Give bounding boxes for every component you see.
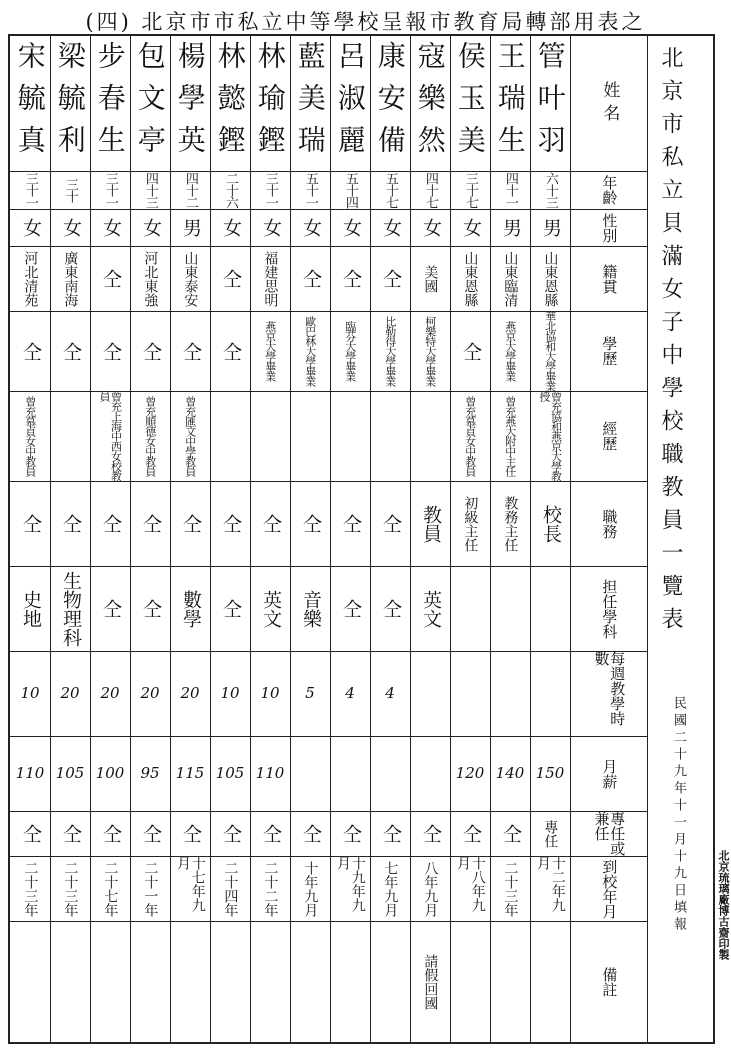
staff-sex-cell: 男 [499, 218, 522, 237]
staff-experience-cell [370, 391, 410, 481]
staff-remarks-cell [530, 921, 570, 1042]
header-education: 學歷 [600, 336, 619, 366]
staff-fulltime-cell: 專任 [542, 819, 559, 848]
staff-salary-cell: 115 [175, 763, 205, 782]
staff-name-cell: 藍美瑞 [293, 40, 327, 167]
staff-salary-cell: 100 [95, 763, 125, 782]
staff-salary-cell: 120 [455, 763, 485, 782]
staff-experience-cell [210, 391, 250, 481]
staff-subject-cell: 仝 [219, 599, 242, 618]
staff-experience-cell: 曾充協和燕京大學教授 [538, 391, 563, 481]
staff-native-cell: 福建思明 [262, 250, 279, 307]
staff-experience-cell [50, 391, 90, 481]
staff-salary-cell [330, 736, 370, 811]
staff-arrival-cell: 二十三年 [22, 860, 39, 917]
staff-native-cell: 廣東南海 [62, 250, 79, 307]
printer-imprint: 北京琉璃廠博古齋印製 [717, 850, 730, 960]
staff-fulltime-cell: 仝 [219, 824, 242, 843]
staff-duty-cell: 仝 [179, 514, 202, 533]
staff-hours-cell [530, 651, 570, 736]
staff-experience-cell [410, 391, 450, 481]
staff-hours-cell: 10 [20, 683, 40, 702]
staff-remarks-cell [450, 921, 490, 1042]
staff-name-cell: 康安備 [373, 40, 407, 167]
staff-arrival-cell: 二十三年 [502, 860, 519, 917]
staff-salary-cell: 105 [55, 763, 85, 782]
staff-name-cell: 寇樂然 [413, 40, 447, 167]
staff-arrival-cell: 八年九月 [422, 860, 439, 917]
staff-subject-cell: 英文 [259, 589, 282, 628]
staff-hours-cell: 20 [100, 683, 120, 702]
staff-experience-cell: 曾充慕貞女中教員 [23, 396, 37, 476]
staff-age-cell: 三十一 [262, 172, 278, 208]
staff-name-cell: 梁毓利 [53, 40, 87, 167]
staff-name-cell: 林瑜鏗 [253, 40, 287, 167]
staff-age-cell: 四十七 [422, 172, 438, 208]
staff-experience-cell: 曾充上海中西女校教員 [98, 391, 123, 481]
staff-hours-cell: 20 [60, 683, 80, 702]
staff-age-cell: 五十七 [382, 172, 398, 208]
staff-salary-cell: 150 [535, 763, 565, 782]
staff-hours-cell: 20 [140, 683, 160, 702]
staff-duty-cell: 仝 [299, 514, 322, 533]
staff-education-cell: 臨芬大學畢業 [343, 321, 357, 381]
staff-age-cell: 五十一 [302, 172, 318, 208]
staff-subject-cell: 仝 [99, 599, 122, 618]
header-arrival: 到校年月 [600, 858, 619, 919]
staff-fulltime-cell: 仝 [459, 824, 482, 843]
staff-sex-cell: 女 [459, 218, 482, 237]
staff-arrival-cell: 二十七年 [102, 860, 119, 917]
staff-age-cell: 三十 [62, 178, 78, 202]
staff-native-cell: 仝 [99, 269, 122, 288]
staff-subject-cell: 仝 [379, 599, 402, 618]
staff-education-cell: 華北協和大學畢業 [543, 311, 557, 391]
staff-age-cell: 四十二 [182, 172, 198, 208]
staff-education-cell: 仝 [59, 341, 82, 361]
staff-remarks-cell [170, 921, 210, 1042]
staff-remarks-cell [490, 921, 530, 1042]
staff-sex-cell: 男 [179, 218, 202, 237]
staff-arrival-cell: 十九年九月 [335, 856, 366, 912]
staff-education-cell: 歐巴林大學畢業 [303, 316, 317, 386]
staff-remarks-cell [10, 921, 50, 1042]
staff-duty-cell: 教務主任 [502, 495, 519, 552]
staff-hours-cell: 4 [345, 683, 355, 702]
staff-fulltime-cell: 仝 [379, 824, 402, 843]
staff-subject-cell: 英文 [419, 589, 442, 628]
staff-hours-cell: 10 [220, 683, 240, 702]
staff-fulltime-cell: 仝 [339, 824, 362, 843]
staff-sex-cell: 女 [19, 218, 42, 237]
staff-native-cell: 山東恩縣 [462, 250, 479, 307]
staff-experience-cell [250, 391, 290, 481]
staff-remarks-cell [330, 921, 370, 1042]
staff-duty-cell: 校長 [539, 504, 562, 543]
staff-remarks-cell [290, 921, 330, 1042]
header-experience: 經歷 [600, 421, 619, 451]
header-sex: 性別 [600, 212, 619, 243]
page-title: (四) 北京市市私立中等學校呈報市教育局轉部用表之 [85, 10, 646, 34]
staff-native-cell: 仝 [299, 269, 322, 288]
staff-remarks-cell [90, 921, 130, 1042]
staff-fulltime-cell: 仝 [19, 824, 42, 843]
staff-duty-cell: 仝 [139, 514, 162, 533]
staff-subject-cell [490, 566, 530, 651]
staff-sex-cell: 女 [99, 218, 122, 237]
header-salary: 月薪 [600, 758, 619, 789]
staff-age-cell: 六十三 [542, 172, 558, 208]
staff-hours-cell: 4 [385, 683, 395, 702]
staff-experience-cell: 曾充順德女中教員 [143, 396, 157, 476]
staff-sex-cell: 女 [339, 218, 362, 237]
staff-arrival-cell: 十二年九月 [535, 856, 566, 912]
staff-subject-cell: 生物理科 [59, 570, 82, 647]
staff-duty-cell: 仝 [99, 514, 122, 533]
staff-subject-cell [530, 566, 570, 651]
staff-name-cell: 步春生 [93, 40, 127, 167]
staff-remarks-cell [370, 921, 410, 1042]
staff-fulltime-cell: 仝 [419, 824, 442, 843]
staff-experience-cell: 曾充匯文中學教員 [183, 396, 197, 476]
staff-name-cell: 管叶羽 [533, 40, 567, 167]
staff-sex-cell: 男 [539, 218, 562, 237]
staff-arrival-cell: 二十四年 [222, 860, 239, 917]
staff-arrival-cell: 十七年九月 [175, 856, 206, 912]
staff-hours-cell: 10 [260, 683, 280, 702]
staff-roster-table [8, 34, 715, 1044]
staff-hours-cell [410, 651, 450, 736]
staff-hours-cell [450, 651, 490, 736]
staff-name-cell: 林懿鏗 [213, 40, 247, 167]
staff-native-cell: 仝 [339, 269, 362, 288]
staff-education-cell: 燕京大學畢業 [503, 321, 517, 381]
staff-duty-cell: 教員 [419, 504, 442, 543]
staff-education-cell: 仝 [139, 341, 162, 361]
staff-age-cell: 四十一 [502, 172, 518, 208]
staff-fulltime-cell: 仝 [179, 824, 202, 843]
staff-age-cell: 三十七 [462, 172, 478, 208]
staff-experience-cell [330, 391, 370, 481]
staff-age-cell: 三十一 [22, 172, 38, 208]
staff-education-cell: 仝 [219, 341, 242, 361]
staff-age-cell: 三十一 [102, 172, 118, 208]
staff-salary-cell: 140 [495, 763, 525, 782]
staff-duty-cell: 仝 [339, 514, 362, 533]
staff-remarks-cell [130, 921, 170, 1042]
staff-salary-cell: 110 [15, 763, 45, 782]
staff-education-cell: 燕京大學畢業 [263, 321, 277, 381]
staff-duty-cell: 初級主任 [462, 495, 479, 552]
staff-education-cell: 比勒得大學畢業 [383, 316, 397, 386]
staff-education-cell: 仝 [19, 341, 42, 361]
staff-hours-cell: 20 [180, 683, 200, 702]
school-title: 北京市私立貝滿女子中學校職教員一覽表 [658, 46, 683, 640]
staff-salary-cell: 95 [140, 763, 160, 782]
staff-sex-cell: 女 [219, 218, 242, 237]
staff-subject-cell: 仝 [139, 599, 162, 618]
staff-fulltime-cell: 仝 [59, 824, 82, 843]
staff-salary-cell: 105 [215, 763, 245, 782]
staff-native-cell: 河北清苑 [22, 250, 39, 307]
staff-sex-cell: 女 [379, 218, 402, 237]
staff-sex-cell: 女 [59, 218, 82, 237]
header-remarks: 備註 [600, 966, 619, 997]
staff-native-cell: 山東恩縣 [542, 250, 559, 307]
header-hours: 每週教學時數 [592, 651, 627, 726]
staff-experience-cell: 曾充燕大附中主任 [503, 396, 517, 476]
staff-subject-cell: 數學 [179, 589, 202, 628]
staff-subject-cell [450, 566, 490, 651]
staff-sex-cell: 女 [139, 218, 162, 237]
staff-education-cell: 仝 [179, 341, 202, 361]
staff-subject-cell: 音樂 [299, 589, 322, 628]
staff-native-cell: 仝 [379, 269, 402, 288]
header-duty: 職務 [600, 508, 619, 539]
staff-name-cell: 楊學英 [173, 40, 207, 167]
staff-remarks-cell [210, 921, 250, 1042]
header-fulltime: 專任或兼任 [592, 811, 627, 856]
staff-native-cell: 美國 [422, 264, 439, 293]
staff-duty-cell: 仝 [259, 514, 282, 533]
staff-sex-cell: 女 [259, 218, 282, 237]
staff-name-cell: 侯玉美 [453, 40, 487, 167]
staff-fulltime-cell: 仝 [99, 824, 122, 843]
staff-fulltime-cell: 仝 [299, 824, 322, 843]
staff-remarks-cell [250, 921, 290, 1042]
staff-remarks-cell: 請假回國 [422, 953, 439, 1010]
staff-name-cell: 呂淑麗 [333, 40, 367, 167]
staff-name-cell: 宋毓真 [13, 40, 47, 167]
staff-hours-cell [490, 651, 530, 736]
header-age: 年齡 [600, 175, 619, 205]
staff-remarks-cell [50, 921, 90, 1042]
staff-age-cell: 四十三 [142, 172, 158, 208]
staff-hours-cell: 5 [305, 683, 315, 702]
staff-native-cell: 山東臨清 [502, 250, 519, 307]
staff-arrival-cell: 十八年九月 [455, 856, 486, 912]
staff-experience-cell [290, 391, 330, 481]
staff-salary-cell: 110 [255, 763, 285, 782]
staff-salary-cell [410, 736, 450, 811]
staff-arrival-cell: 十年九月 [302, 860, 319, 917]
column-divider [647, 36, 648, 1042]
staff-salary-cell [290, 736, 330, 811]
staff-native-cell: 仝 [219, 269, 242, 288]
staff-age-cell: 五十四 [342, 172, 358, 208]
staff-duty-cell: 仝 [19, 514, 42, 533]
staff-arrival-cell: 七年九月 [382, 860, 399, 917]
staff-duty-cell: 仝 [219, 514, 242, 533]
staff-native-cell: 山東泰安 [182, 250, 199, 307]
staff-education-cell: 柯樂特大學畢業 [423, 316, 437, 386]
staff-arrival-cell: 二十三年 [62, 860, 79, 917]
staff-experience-cell: 曾充慕貞女中教員 [463, 396, 477, 476]
staff-fulltime-cell: 仝 [139, 824, 162, 843]
header-name: 姓名 [599, 80, 620, 127]
staff-sex-cell: 女 [299, 218, 322, 237]
staff-arrival-cell: 二十一年 [142, 860, 159, 917]
staff-salary-cell [370, 736, 410, 811]
staff-name-cell: 王瑞生 [493, 40, 527, 167]
staff-name-cell: 包文亭 [133, 40, 167, 167]
header-native: 籍貫 [600, 263, 619, 294]
staff-arrival-cell: 二十二年 [262, 860, 279, 917]
staff-duty-cell: 仝 [379, 514, 402, 533]
staff-subject-cell: 仝 [339, 599, 362, 618]
staff-age-cell: 二十六 [222, 172, 238, 208]
staff-education-cell: 仝 [459, 341, 482, 361]
report-date: 民國二十九年十一月十九日填報 [671, 696, 686, 934]
staff-subject-cell: 史地 [19, 589, 42, 628]
staff-sex-cell: 女 [419, 218, 442, 237]
staff-native-cell: 河北東強 [142, 250, 159, 307]
staff-duty-cell: 仝 [59, 514, 82, 533]
staff-education-cell: 仝 [99, 341, 122, 361]
staff-fulltime-cell: 仝 [499, 824, 522, 843]
staff-fulltime-cell: 仝 [259, 824, 282, 843]
header-subject: 担任學科 [600, 578, 619, 639]
